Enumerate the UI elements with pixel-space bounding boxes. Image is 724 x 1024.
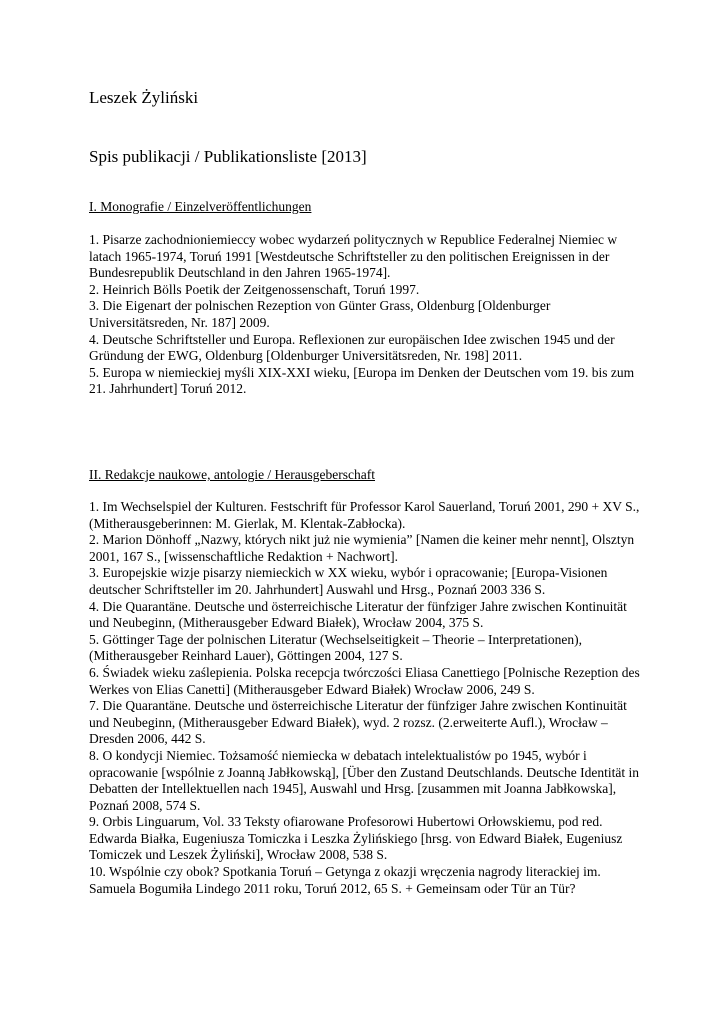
list-item: 1. Im Wechselspiel der Kulturen. Festschrift für Professor Karol Sauerland, Toruń 2001, 290 + XV S., (Mitherausgeberinnen: M. Gierlak, M. Klentak-Zabłocka). <box>89 499 640 531</box>
list-item: 2. Heinrich Bölls Poetik der Zeitgenossenschaft, Toruń 1997. <box>89 281 420 297</box>
list-item: 8. O kondycji Niemiec. Tożsamość niemiecka w debatach intelektualistów po 1945, wybór i opracowanie [wspólnie z Joanną Jabłkowską], [Über den Zustand Deutschlands. Deutsche Identität in Debatten der Intellektuellen nach 1945], Auswahl und Hrsg. [zusammen mit Joanna Jabłkowska], Poznań 2008, 574 S. <box>89 747 639 813</box>
document-title: Spis publikacji / Publikationsliste [2013] <box>89 147 367 166</box>
list-item: 7. Die Quarantäne. Deutsche und österreichische Literatur der fünfziger Jahre zwischen Kontinuität und Neubeginn, (Mitherausgeber Edward Białek), wyd. 2 rozsz. (2.erweiterte Aufl.), Wrocław – Dresden 2006, 442 S. <box>89 698 627 747</box>
list-item: 4. Deutsche Schriftsteller und Europa. Reflexionen zur europäischen Idee zwischen 1945 und der Gründung der EWG, Oldenburg [Oldenburger Universitätsreden, Nr. 198] 2011. <box>89 331 615 364</box>
list-item: 3. Europejskie wizje pisarzy niemieckich w XX wieku, wybór i opracowanie; [Europa-Visionen deutscher Schriftsteller im 20. Jahrhundert] Auswahl und Hrsg., Poznań 2003 336 S. <box>89 565 608 597</box>
list-item: 1. Pisarze zachodnioniemieccy wobec wydarzeń politycznych w Republice Federalnej Niemiec w latach 1965-1974, Toruń 1991 [Westdeutsche Schriftsteller zu den politischen Ereignissen in der Bundesrepublik Deutschland in den Jahren 1965-1974]. <box>89 232 618 281</box>
list-item: 5. Europa w niemieckiej myśli XIX-XXI wieku, [Europa im Denken der Deutschen vom 19. bis zum 21. Jahrhundert] Toruń 2012. <box>89 364 635 397</box>
section-heading-editorship: II. Redakcje naukowe, antologie / Herausgeberschaft <box>89 467 376 482</box>
list-item: 10. Wspólnie czy obok? Spotkania Toruń – Getynga z okazji wręczenia nagrody literackiej im. Samuela Bogumiła Lindego 2011 roku, Toruń 2012, 65 S. + Gemeinsam oder Tür an Tür? <box>89 864 601 896</box>
section-heading-monographs: I. Monografie / Einzelveröffentlichungen <box>89 199 312 214</box>
list-item: 4. Die Quarantäne. Deutsche und österreichische Literatur der fünfziger Jahre zwischen Kontinuität und Neubeginn, (Mitherausgeber Edward Białek), Wrocław 2004, 375 S. <box>89 598 627 631</box>
author-name: Leszek Żyliński <box>89 88 199 107</box>
list-item: 5. Göttinger Tage der polnischen Literatur (Wechselseitigkeit – Theorie – Interpretationen), (Mitherausgeber Reinhard Lauer), Göttingen 2004, 127 S. <box>89 631 583 664</box>
monographs-list <box>89 232 641 398</box>
list-item: 9. Orbis Linguarum, Vol. 33 Teksty ofiarowane Profesorowi Hubertowi Orłowskiemu, pod red. Edwarda Białka, Eugeniusza Tomiczka i Leszka Żylińskiego [hrsg. von Edward Białek, Eugeniusz Tomiczek und Leszek Żyliński], Wrocław 2008, 538 S. <box>89 814 623 863</box>
editorship-list <box>89 499 641 897</box>
list-item: 2. Marion Dönhoff „Nazwy, których nikt już nie wymienia” [Namen die keiner mehr nennt], Olsztyn 2001, 167 S., [wissenschaftliche Redaktion + Nachwort]. <box>89 532 635 564</box>
list-item: 6. Świadek wieku zaślepienia. Polska recepcja twórczości Eliasa Canettiego [Polnische Rezeption des Werkes von Elias Canetti] (Mitherausgeber Edward Białek) Wrocław 2006, 249 S. <box>89 664 640 697</box>
list-item: 3. Die Eigenart der polnischen Rezeption von Günter Grass, Oldenburg [Oldenburger Universitätsreden, Nr. 187] 2009. <box>89 298 551 330</box>
